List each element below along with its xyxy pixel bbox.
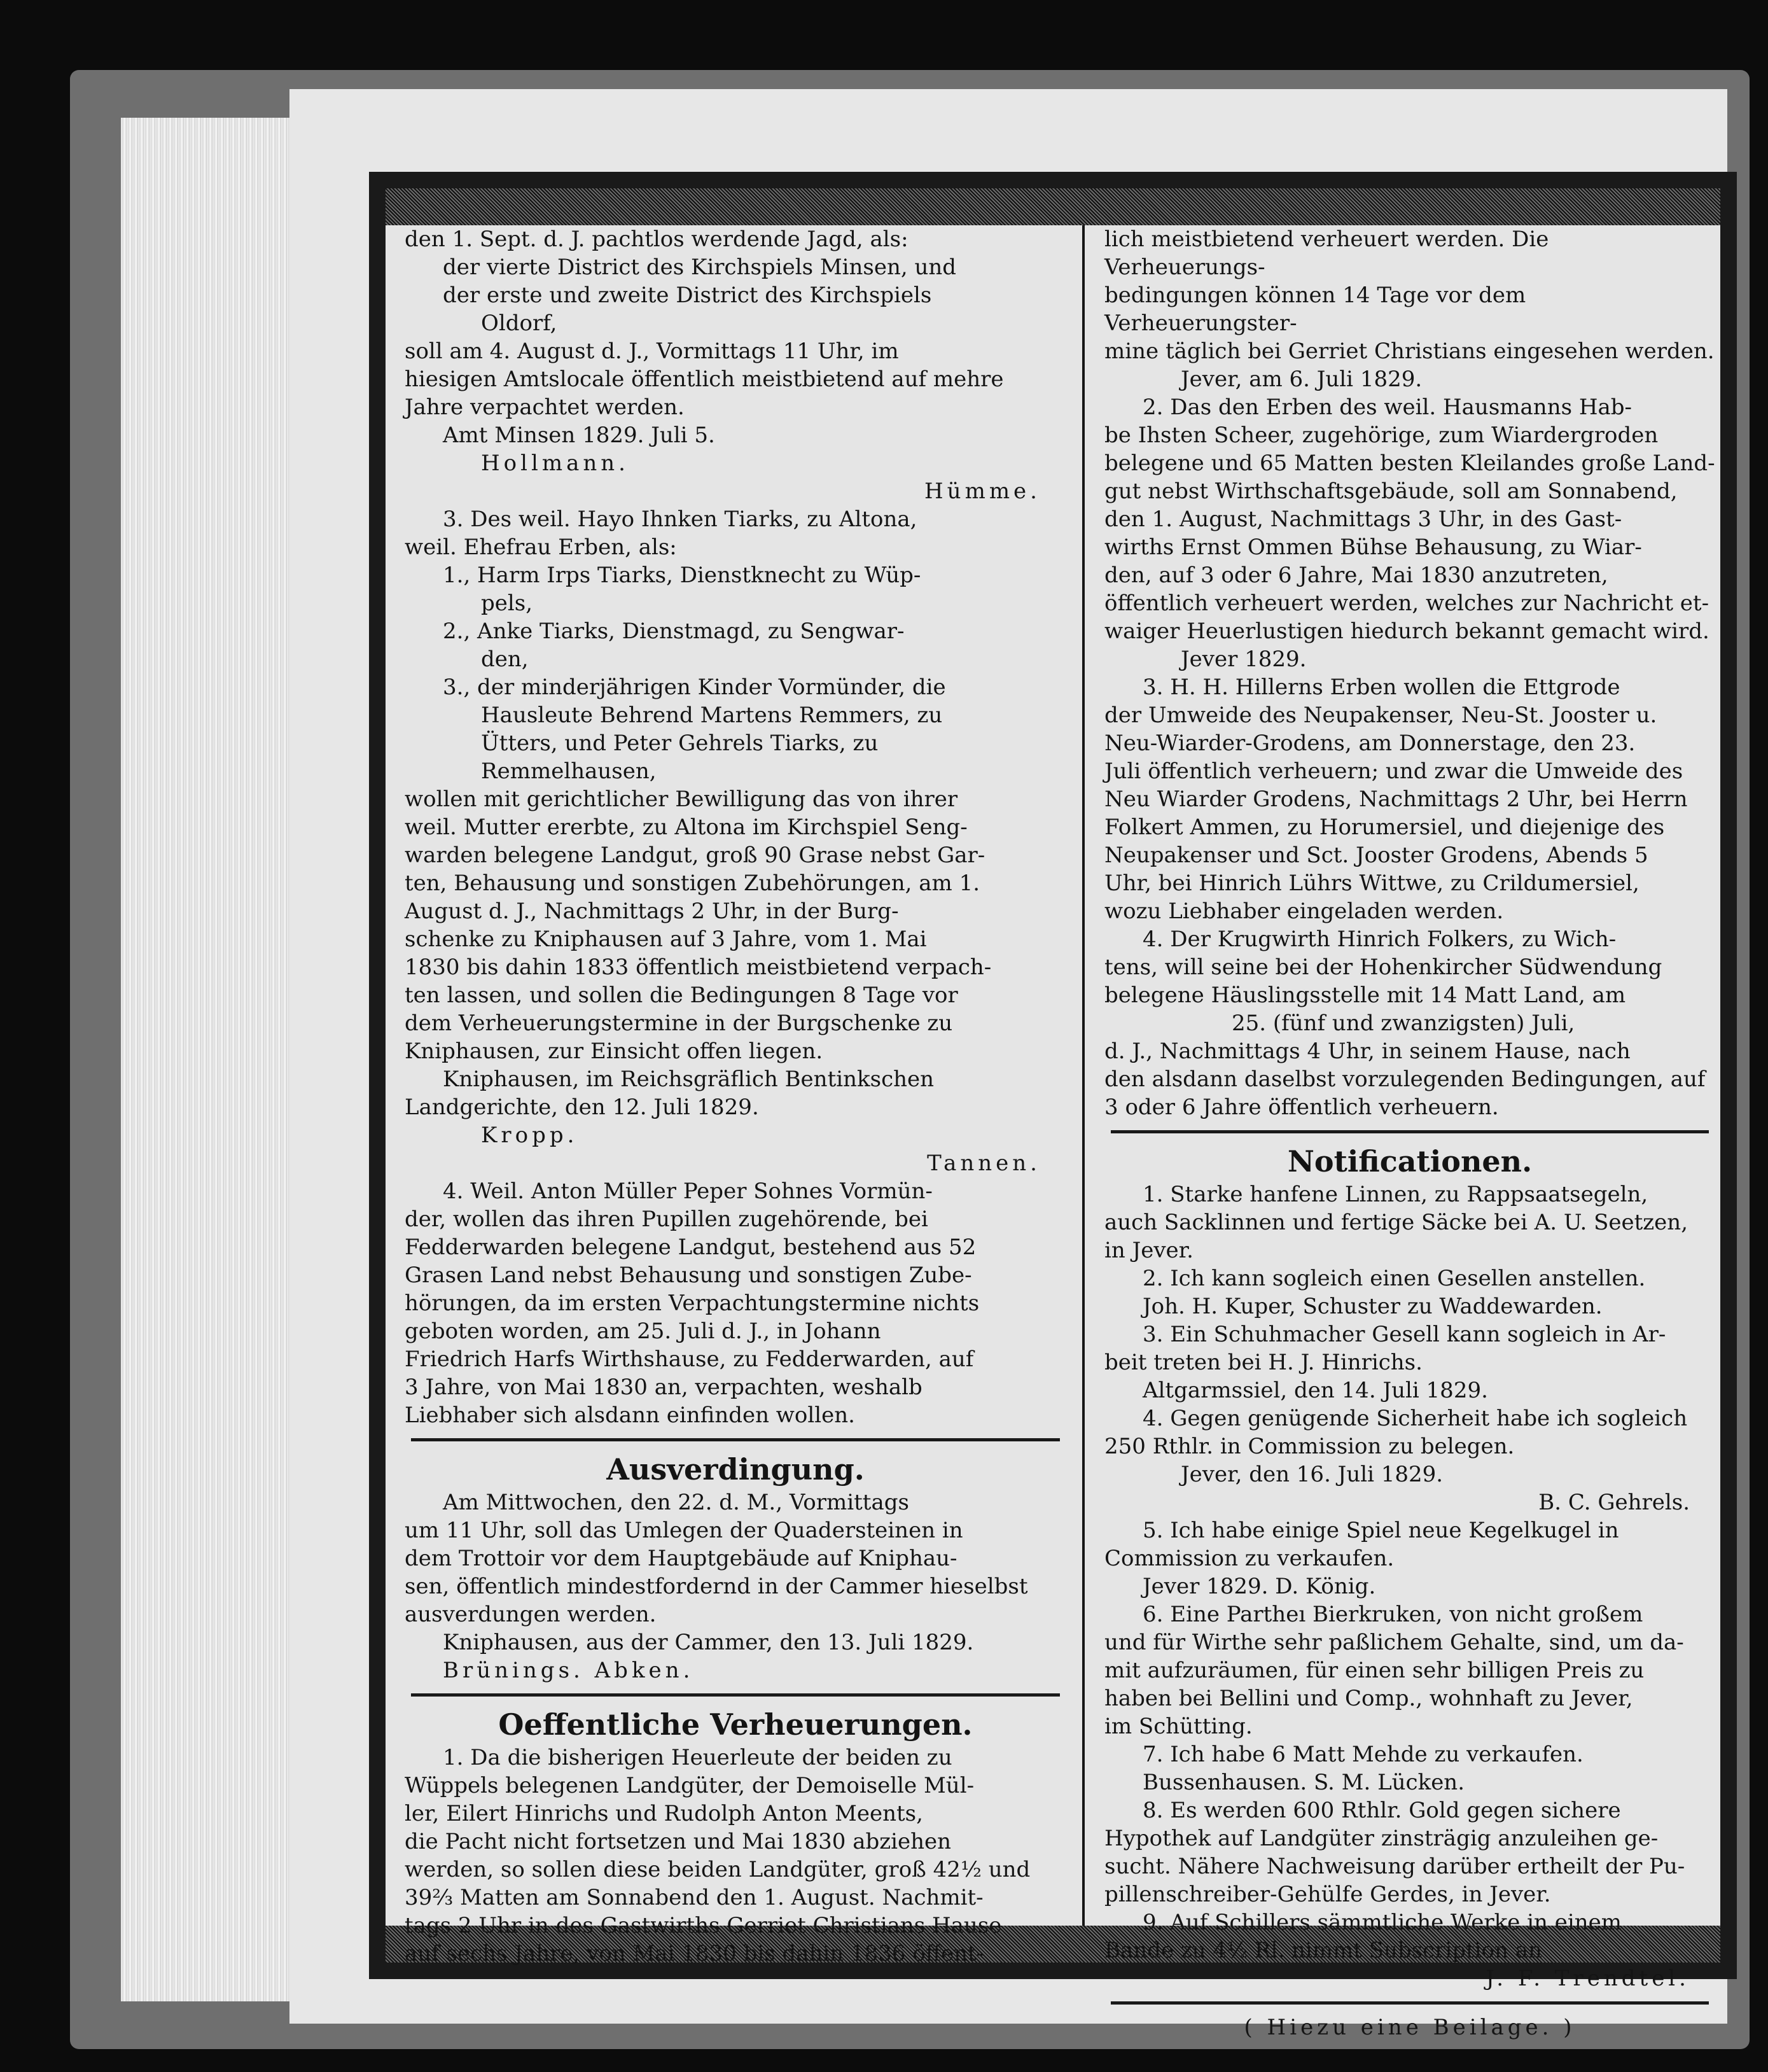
supplement-note: ( Hiezu eine Beilage. )	[1244, 2015, 1576, 2040]
text-line: Uhr, bei Hinrich Lührs Wittwe, zu Crildumersiel,	[1104, 871, 1639, 896]
text-line: Joh. H. Kuper, Schuster zu Waddewarden.	[1143, 1294, 1603, 1319]
text-line: Liebhaber sich alsdann einfinden wollen.	[405, 1403, 855, 1428]
text-line: Jever 1829.	[1181, 647, 1307, 672]
text-line: hiesigen Amtslocale öffentlich meistbietend auf mehre	[405, 367, 1004, 392]
text-line: 9. Auf Schillers sämmtliche Werke in einem	[1143, 1910, 1622, 1935]
text-line: Oldorf,	[481, 311, 557, 336]
signature: Brünings. Abken.	[443, 1658, 694, 1683]
text-line: Jever, am 6. Juli 1829.	[1181, 367, 1423, 392]
text-line: im Schütting.	[1104, 1714, 1253, 1739]
text-line: warden belegene Landgut, groß 90 Grase nebst Gar-	[405, 843, 985, 868]
text-line: Neupakenser und Sct. Jooster Grodens, Abends 5	[1104, 843, 1648, 868]
text-line: belegene Häuslingsstelle mit 14 Matt Land, am	[1104, 983, 1626, 1008]
section-rule	[1111, 2001, 1709, 2005]
text-line: haben bei Bellini und Comp., wohnhaft zu Jever,	[1104, 1686, 1633, 1711]
section-heading-verheuerungen: Oeffentliche Verheuerungen.	[498, 1707, 973, 1742]
text-line: 3 Jahre, von Mai 1830 an, verpachten, weshalb	[405, 1375, 922, 1400]
text-line: die Pacht nicht fortsetzen und Mai 1830 abziehen	[405, 1829, 952, 1854]
text-line: 3 oder 6 Jahre öffentlich verheuern.	[1104, 1095, 1499, 1120]
text-line: wollen mit gerichtlicher Bewilligung das von ihrer	[405, 787, 958, 812]
text-line: sen, öffentlich mindestfordernd in der Cammer hieselbst	[405, 1574, 1028, 1599]
text-line: den alsdann daselbst vorzulegenden Bedingungen, auf	[1104, 1067, 1706, 1092]
text-line: Landgerichte, den 12. Juli 1829.	[405, 1095, 759, 1120]
text-line: ler, Eilert Hinrichs und Rudolph Anton Meents,	[405, 1801, 923, 1826]
text-line: schenke zu Kniphausen auf 3 Jahre, vom 1. Mai	[405, 927, 927, 952]
text-line: öffentlich verheuert werden, welches zur Nachricht et-	[1104, 591, 1709, 616]
text-line: weil. Mutter ererbte, zu Altona im Kirchspiel Seng-	[405, 815, 968, 840]
signature: J. F. Trendtel.	[1486, 1966, 1690, 1991]
text-line: Neu Wiarder Grodens, Nachmittags 2 Uhr, bei Herrn	[1104, 787, 1688, 812]
text-line: 3. H. H. Hillerns Erben wollen die Ettgrode	[1143, 675, 1620, 700]
text-line: 8. Es werden 600 Rthlr. Gold gegen sichere	[1143, 1798, 1621, 1823]
text-line: d. J., Nachmittags 4 Uhr, in seinem Hause, nach	[1104, 1039, 1631, 1064]
section-rule	[411, 1438, 1060, 1441]
text-line: Jever 1829. D. König.	[1143, 1574, 1376, 1599]
text-line: der Umweide des Neupakenser, Neu-St. Jooster u.	[1104, 703, 1657, 728]
text-line: ten lassen, und sollen die Bedingungen 8 Tage vor	[405, 983, 958, 1008]
text-line: Fedderwarden belegene Landgut, bestehend aus 52	[405, 1235, 977, 1260]
text-line: be Ihsten Scheer, zugehörige, zum Wiardergroden	[1104, 423, 1659, 448]
text-line: geboten worden, am 25. Juli d. J., in Johann	[405, 1319, 881, 1344]
text-line: beit treten bei H. J. Hinrichs.	[1104, 1350, 1423, 1375]
text-line: Ütters, und Peter Gehrels Tiarks, zu	[481, 731, 879, 756]
text-line: pillenschreiber-Gehülfe Gerdes, in Jever.	[1104, 1882, 1551, 1907]
text-line: dem Trottoir vor dem Hauptgebäude auf Kniphau-	[405, 1546, 957, 1571]
text-line: pels,	[481, 591, 533, 616]
text-line: bedingungen können 14 Tage vor dem Verheuerungster-	[1104, 283, 1526, 336]
text-line: wirths Ernst Ommen Bühse Behausung, zu Wiar-	[1104, 535, 1642, 560]
text-line: 5. Ich habe einige Spiel neue Kegelkugel in	[1143, 1518, 1619, 1543]
right-column	[1104, 225, 1715, 2040]
text-line: Am Mittwochen, den 22. d. M., Vormittags	[443, 1490, 909, 1515]
text-line: Neu-Wiarder-Grodens, am Donnerstage, den 23.	[1104, 731, 1636, 756]
text-line: Wüppels belegenen Landgüter, der Demoiselle Mül-	[405, 1773, 975, 1798]
text-line: Remmelhausen,	[481, 759, 657, 784]
text-line: wozu Liebhaber eingeladen werden.	[1104, 899, 1504, 924]
text-line: 4. Weil. Anton Müller Peper Sohnes Vormün-	[443, 1179, 933, 1204]
text-line: in Jever.	[1104, 1238, 1194, 1263]
text-line: auch Sacklinnen und fertige Säcke bei A. U. Seetzen,	[1104, 1210, 1688, 1235]
text-line: Folkert Ammen, zu Horumersiel, und diejenige des	[1104, 815, 1665, 840]
text-line: werden, so sollen diese beiden Landgüter, groß 42½ und	[405, 1857, 1031, 1882]
text-line: Friedrich Harfs Wirthshause, zu Fedderwarden, auf	[405, 1347, 974, 1372]
text-line: 3. Des weil. Hayo Ihnken Tiarks, zu Altona,	[443, 507, 917, 532]
text-line: 1., Harm Irps Tiarks, Dienstknecht zu Wüp-	[443, 563, 921, 588]
text-line: hörungen, da im ersten Verpachtungstermine nichts	[405, 1291, 980, 1316]
text-line: tags 2 Uhr in des Gastwirths Gerriet Christians Hause	[405, 1913, 1002, 1938]
text-line: Commission zu verkaufen.	[1104, 1546, 1395, 1571]
text-line: ten, Behausung und sonstigen Zubehörungen, am 1.	[405, 871, 980, 896]
section-heading-notificationen: Notificationen.	[1287, 1144, 1533, 1179]
signature: Hollmann.	[481, 451, 629, 476]
text-line: 250 Rthlr. in Commission zu belegen.	[1104, 1434, 1515, 1459]
text-line: soll am 4. August d. J., Vormittags 11 Uhr, im	[405, 339, 899, 364]
text-line: August d. J., Nachmittags 2 Uhr, in der Burg-	[405, 899, 899, 924]
text-line: 2. Ich kann sogleich einen Gesellen anstellen.	[1143, 1266, 1646, 1291]
text-line: waiger Heuerlustigen hiedurch bekannt gemacht wird.	[1104, 619, 1709, 644]
text-line: weil. Ehefrau Erben, als:	[405, 535, 677, 560]
text-line: 2., Anke Tiarks, Dienstmagd, zu Sengwar-	[443, 619, 905, 644]
text-line: ausverdungen werden.	[405, 1602, 657, 1627]
text-line: und für Wirthe sehr paßlichem Gehalte, sind, um da-	[1104, 1630, 1684, 1655]
signature: Kropp.	[481, 1123, 578, 1148]
text-line: Kniphausen, zur Einsicht offen liegen.	[405, 1039, 823, 1064]
text-line: den 1. August, Nachmittags 3 Uhr, in des Gast-	[1104, 507, 1622, 532]
text-line: 4. Gegen genügende Sicherheit habe ich sogleich	[1143, 1406, 1688, 1431]
text-line: Jahre verpachtet werden.	[405, 395, 685, 420]
column-divider	[1082, 225, 1085, 1926]
text-line: Jever, den 16. Juli 1829.	[1181, 1462, 1444, 1487]
text-line: sucht. Nähere Nachweisung darüber ertheilt der Pu-	[1104, 1854, 1685, 1879]
text-line: 1830 bis dahin 1833 öffentlich meistbietend verpach-	[405, 955, 992, 980]
text-line: mit aufzuräumen, für einen sehr billigen Preis zu	[1104, 1658, 1645, 1683]
text-line: Hypothek auf Landgüter zinsträgig anzuleihen ge-	[1104, 1826, 1659, 1851]
text-line: Altgarmssiel, den 14. Juli 1829.	[1143, 1378, 1488, 1403]
text-line: belegene und 65 Matten besten Kleilandes große Land-	[1104, 451, 1715, 476]
text-line: 4. Der Krugwirth Hinrich Folkers, zu Wich-	[1143, 927, 1617, 952]
text-line: tens, will seine bei der Hohenkircher Südwendung	[1104, 955, 1662, 980]
text-line: 2. Das den Erben des weil. Hausmanns Hab-	[1143, 395, 1632, 420]
text-line: 7. Ich habe 6 Matt Mehde zu verkaufen.	[1143, 1742, 1584, 1767]
text-line: 25. (fünf und zwanzigsten) Juli,	[1232, 1011, 1575, 1036]
text-line: 1. Da die bisherigen Heuerleute der beiden zu	[443, 1745, 952, 1770]
text-line: 6. Eine Partheı Bierkruken, von nicht großem	[1143, 1602, 1643, 1627]
text-line: 1. Starke hanfene Linnen, zu Rappsaatsegeln,	[1143, 1182, 1648, 1207]
signature: Hümme.	[924, 479, 1041, 504]
text-line: Kniphausen, aus der Cammer, den 13. Juli 1829.	[443, 1630, 974, 1655]
text-line: Amt Minsen 1829. Juli 5.	[443, 423, 715, 448]
section-rule	[411, 1693, 1060, 1697]
page-frame	[369, 172, 1737, 2040]
text-line: Bande zu 4½ Rl. nimmt Subscription an	[1104, 1938, 1542, 1963]
text-line: 39⅔ Matten am Sonnabend den 1. August. Nachmit-	[405, 1885, 984, 1910]
text-line: Hausleute Behrend Martens Remmers, zu	[481, 703, 943, 728]
text-line: um 11 Uhr, soll das Umlegen der Quadersteinen in	[405, 1518, 963, 1543]
signature: Tannen.	[927, 1151, 1041, 1176]
text-line: gut nebst Wirthschaftsgebäude, soll am Sonnabend,	[1104, 479, 1678, 504]
text-line: auf sechs Jahre, von Mai 1830 bis dahin 1836 öffent-	[405, 1941, 984, 1966]
text-line: Kniphausen, im Reichsgräflich Bentinkschen	[443, 1067, 935, 1092]
text-line: 3., der minderjährigen Kinder Vormünder, die	[443, 675, 946, 700]
text-line: Bussenhausen. S. M. Lücken.	[1143, 1770, 1465, 1795]
section-rule	[1111, 1130, 1709, 1133]
text-line: der vierte District des Kirchspiels Minsen, und	[443, 255, 957, 280]
text-line: den, auf 3 oder 6 Jahre, Mai 1830 anzutreten,	[1104, 563, 1608, 588]
text-line: 3. Ein Schuhmacher Gesell kann sogleich in Ar-	[1143, 1322, 1666, 1347]
text-line: lich meistbietend verheuert werden. Die Verheuerungs-	[1104, 227, 1549, 280]
left-column	[405, 225, 1066, 1966]
page-edges	[121, 118, 293, 2001]
top-ornamental-border	[386, 188, 1720, 225]
text-line: den,	[481, 647, 529, 672]
signature: B. C. Gehrels.	[1538, 1490, 1690, 1515]
section-heading-ausverdingung: Ausverdingung.	[606, 1452, 865, 1487]
text-line: Grasen Land nebst Behausung und sonstigen Zube-	[405, 1263, 972, 1288]
text-line: mine täglich bei Gerriet Christians eingesehen werden.	[1104, 339, 1715, 364]
text-line: Juli öffentlich verheuern; und zwar die Umweide des	[1104, 759, 1683, 784]
text-line: dem Verheuerungstermine in der Burgschenke zu	[405, 1011, 953, 1036]
text-line: der erste und zweite District des Kirchspiels	[443, 283, 932, 308]
text-line: der, wollen das ihren Pupillen zugehörende, bei	[405, 1207, 928, 1232]
text-line: den 1. Sept. d. J. pachtlos werdende Jagd, als:	[405, 227, 908, 252]
